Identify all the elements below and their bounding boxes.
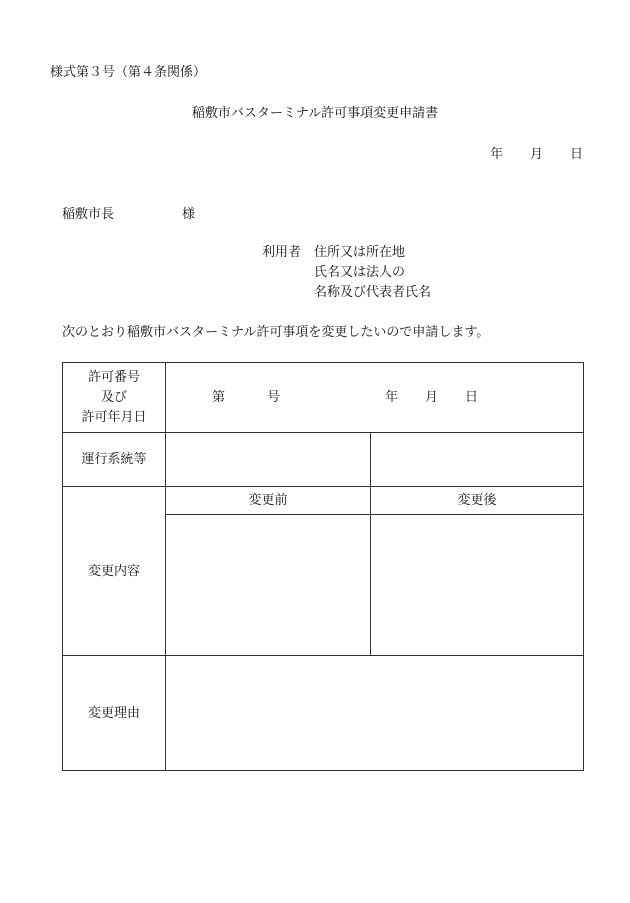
permit-day: 日 xyxy=(465,390,479,405)
application-table xyxy=(62,362,584,771)
change-label: 変更内容 xyxy=(63,487,166,656)
applicant-representative-label: 名称及び代表者氏名 xyxy=(314,285,432,300)
permit-value-cell[interactable] xyxy=(166,363,584,433)
route-input-left[interactable] xyxy=(166,433,371,487)
reason-row xyxy=(63,656,584,771)
form-number: 様式第３号（第４条関係） xyxy=(50,65,207,80)
reason-input[interactable] xyxy=(166,656,584,771)
applicant-label: 利用者 xyxy=(262,245,302,260)
reason-label: 変更理由 xyxy=(63,656,166,771)
permit-dai: 第 xyxy=(212,390,226,405)
applicant-name-label: 氏名又は法人の xyxy=(314,265,406,280)
permit-label-line: 許可年月日 xyxy=(81,409,147,425)
route-input-right[interactable] xyxy=(371,433,584,487)
permit-month: 月 xyxy=(425,390,439,405)
date-month-label: 月 xyxy=(530,147,544,162)
date-year-label: 年 xyxy=(490,147,504,162)
change-before-header: 変更前 xyxy=(166,487,371,515)
change-before-input[interactable] xyxy=(166,515,371,656)
addressee-name: 稲敷市長 xyxy=(62,207,115,222)
document-title: 稲敷市バスターミナル許可事項変更申請書 xyxy=(191,106,439,121)
change-after-input[interactable] xyxy=(371,515,584,656)
change-header-row xyxy=(63,487,584,515)
applicant-address-label: 住所又は所在地 xyxy=(314,245,406,260)
permit-label-cell xyxy=(63,363,166,433)
route-row xyxy=(63,433,584,487)
intro-text: 次のとおり稲敷市バスターミナル許可事項を変更したいので申請します。 xyxy=(62,325,490,340)
addressee-honorific: 様 xyxy=(182,207,196,222)
permit-go: 号 xyxy=(267,390,281,405)
permit-year: 年 xyxy=(385,390,399,405)
route-label: 運行系統等 xyxy=(63,433,166,487)
permit-label-line: 及び xyxy=(100,389,127,405)
change-after-header: 変更後 xyxy=(371,487,584,515)
permit-label-line: 許可番号 xyxy=(87,369,140,385)
permit-row xyxy=(63,363,584,433)
date-day-label: 日 xyxy=(570,147,584,162)
